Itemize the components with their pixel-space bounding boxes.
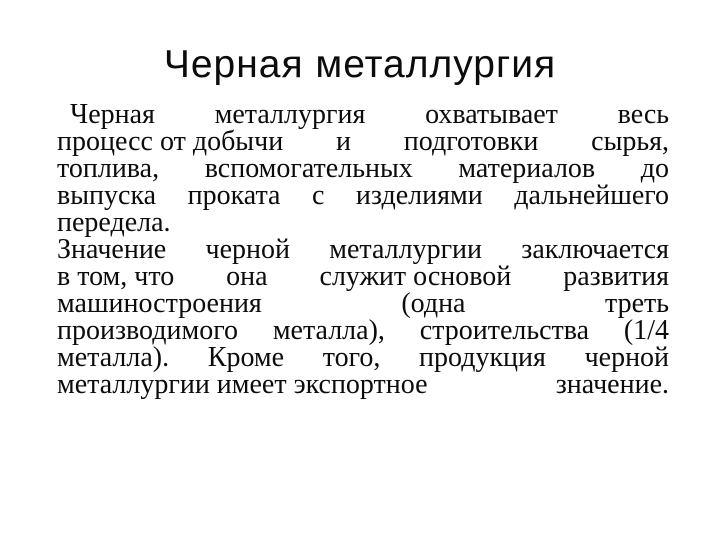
body-line xyxy=(57,236,669,263)
body-line xyxy=(57,101,669,128)
body-line xyxy=(57,128,669,155)
text-word-group: Значение xyxy=(57,234,167,265)
body-line xyxy=(57,155,669,182)
text-word-group: передела. xyxy=(57,207,171,238)
text-word-group: (1/4 xyxy=(623,315,669,346)
text-word-group: металлургия xyxy=(214,99,366,130)
text-word-group: машиностроения xyxy=(57,288,262,319)
text-word-group: в том, что xyxy=(57,261,175,292)
body-line xyxy=(57,344,669,371)
slide-title: Черная металлургия xyxy=(163,43,557,86)
text-word-group: охватывает xyxy=(425,99,558,130)
body-line xyxy=(57,317,669,344)
text-word-group: продукция xyxy=(419,342,546,373)
text-word-group: металла). xyxy=(57,342,170,373)
text-word-group: развития xyxy=(563,261,669,292)
body-line xyxy=(57,263,669,290)
text-word-group: изделиями xyxy=(355,180,483,211)
text-word-group: черной xyxy=(205,234,290,265)
text-word-group: дальнейшего xyxy=(514,180,670,211)
text-word-group: выпуска xyxy=(57,180,157,211)
text-word-group: она xyxy=(226,261,268,292)
text-word-group: подготовки xyxy=(403,126,539,157)
text-word-group: до xyxy=(640,153,670,184)
text-word-group: проката xyxy=(187,180,281,211)
body-line xyxy=(57,290,669,317)
text-word-group: процесс от добычи xyxy=(57,126,284,157)
text-word-group: того, xyxy=(322,342,381,373)
text-word-group: Черная xyxy=(70,99,155,130)
text-word-group: металла), xyxy=(272,315,385,346)
text-word-group: заключается xyxy=(521,234,670,265)
text-word-group: сырья, xyxy=(591,126,670,157)
text-word-group: металлургии имеет экспортное xyxy=(57,369,428,400)
body-line xyxy=(57,371,669,398)
text-word-group: значение. xyxy=(555,369,669,400)
body-line xyxy=(57,209,669,236)
text-word-group: служит основой xyxy=(319,261,512,292)
text-word-group: черной xyxy=(584,342,670,373)
text-word-group: треть xyxy=(605,288,670,319)
text-word-group: топлива, xyxy=(57,153,160,184)
slide-body-text xyxy=(57,101,669,398)
text-word-group: материалов xyxy=(458,153,596,184)
text-word-group: вспомогательных xyxy=(204,153,413,184)
body-line xyxy=(57,182,669,209)
text-word-group: металлургии xyxy=(329,234,483,265)
text-word-group: с xyxy=(311,180,325,211)
text-word-group: Кроме xyxy=(207,342,285,373)
text-word-group: строительства xyxy=(419,315,590,346)
text-word-group: (одна xyxy=(401,288,466,319)
text-word-group: и xyxy=(336,126,351,157)
text-word-group: весь xyxy=(617,99,670,130)
text-word-group: производимого xyxy=(57,315,238,346)
